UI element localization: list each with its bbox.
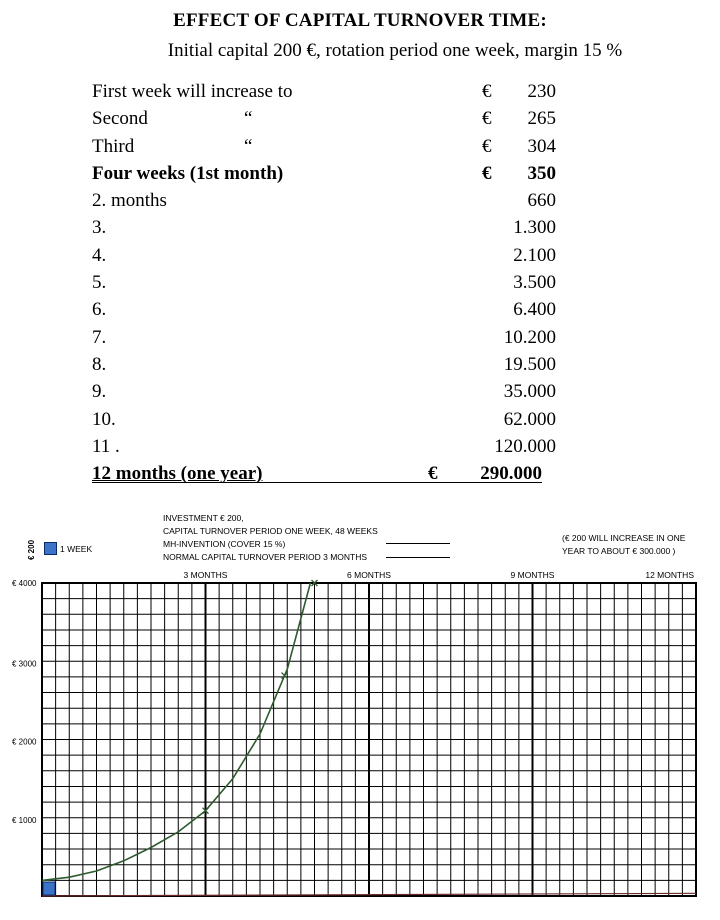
row-label: Four weeks (1st month) bbox=[92, 162, 284, 184]
row-value: 290.000 bbox=[480, 463, 542, 485]
start-investment-marker bbox=[43, 882, 55, 895]
row-value: 230 bbox=[527, 81, 556, 102]
row-label: 9. bbox=[92, 381, 107, 403]
x-tick-label: 6 MONTHS bbox=[347, 570, 391, 580]
page-subtitle: Initial capital 200 €, rotation period one week, margin 15 % bbox=[167, 40, 623, 61]
row-value: 19.500 bbox=[503, 353, 556, 375]
legend-line-2: CAPITAL TURNOVER PERIOD ONE WEEK, 48 WEEKS bbox=[163, 526, 378, 536]
row-label: Second bbox=[92, 108, 148, 130]
currency-symbol: € bbox=[482, 108, 492, 130]
y-axis-title: € 200 bbox=[27, 539, 36, 560]
ditto-mark: “ bbox=[244, 135, 253, 157]
legend-line-4: NORMAL CAPITAL TURNOVER PERIOD 3 MONTHS bbox=[163, 552, 368, 562]
legend-line-3: MH-INVENTION (COVER 15 %) bbox=[163, 539, 286, 549]
row-label: 5. bbox=[92, 272, 107, 294]
row-value: 35.000 bbox=[503, 381, 556, 403]
page-title: EFFECT OF CAPITAL TURNOVER TIME: bbox=[173, 10, 547, 31]
x-tick-label: 3 MONTHS bbox=[183, 570, 228, 580]
row-value: 120.000 bbox=[494, 435, 556, 457]
week-label: 1 WEEK bbox=[60, 544, 93, 554]
row-label: First week will increase to bbox=[92, 81, 293, 102]
y-tick-label: € 3000 bbox=[12, 659, 37, 669]
x-tick-label: 9 MONTHS bbox=[510, 570, 555, 580]
x-tick-label: 12 MONTHS bbox=[645, 570, 694, 580]
row-value: 304 bbox=[527, 135, 556, 157]
row-label: 2. months bbox=[92, 190, 167, 212]
row-label: Third bbox=[92, 135, 135, 157]
currency-symbol: € bbox=[482, 135, 492, 157]
row-label: 7. bbox=[92, 326, 107, 348]
mh-invention-curve bbox=[42, 583, 310, 880]
row-value: 10.200 bbox=[503, 326, 556, 348]
row-label: 8. bbox=[92, 353, 107, 375]
legend-line-1: INVESTMENT € 200, bbox=[163, 513, 244, 523]
currency-symbol: € bbox=[482, 81, 492, 102]
row-label: 10. bbox=[92, 408, 116, 430]
ditto-mark: “ bbox=[244, 108, 253, 130]
y-tick-label: € 4000 bbox=[12, 579, 37, 588]
currency-symbol: € bbox=[428, 463, 438, 485]
row-value: 265 bbox=[527, 108, 556, 130]
row-value: 1.300 bbox=[513, 217, 556, 239]
row-label: 12 months (one year) bbox=[92, 463, 263, 485]
row-value: 2.100 bbox=[513, 244, 556, 266]
note-line-2: YEAR TO ABOUT € 300.000 ) bbox=[562, 546, 676, 556]
row-label: 11 . bbox=[92, 435, 120, 457]
note-line-1: (€ 200 WILL INCREASE IN ONE bbox=[562, 533, 686, 543]
y-tick-label: € 2000 bbox=[12, 737, 37, 747]
row-label: 3. bbox=[92, 217, 107, 239]
row-value: 3.500 bbox=[513, 272, 556, 294]
y-tick-label: € 1000 bbox=[12, 815, 37, 825]
row-label: 6. bbox=[92, 299, 107, 321]
row-value: 62.000 bbox=[503, 408, 556, 430]
row-value: 660 bbox=[527, 190, 556, 212]
row-value: 350 bbox=[527, 162, 556, 184]
row-value: 6.400 bbox=[513, 299, 556, 321]
currency-symbol: € bbox=[482, 162, 492, 184]
row-label: 4. bbox=[92, 244, 107, 266]
